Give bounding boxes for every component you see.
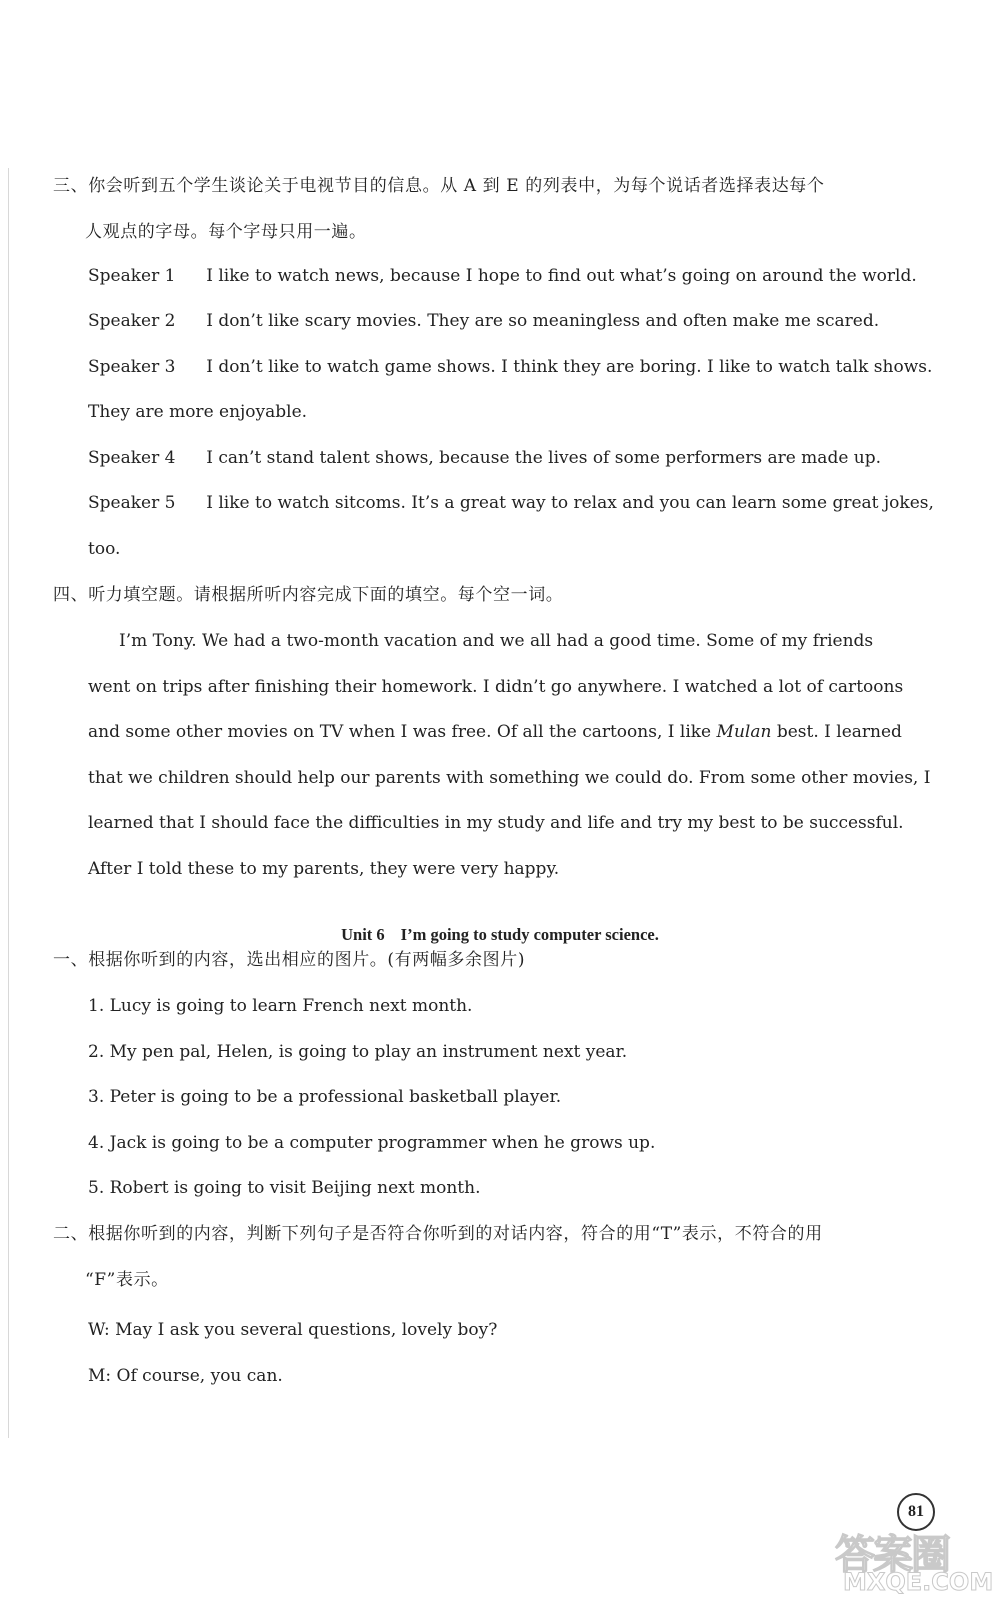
speaker-row xyxy=(88,447,881,469)
speaker-row xyxy=(88,356,932,378)
list-item: 5. Robert is going to visit Beijing next month. xyxy=(88,1178,481,1198)
passage-line: went on trips after finishing their homework. I didn’t go anywhere. I watched a lot of cartoons xyxy=(88,677,904,697)
list-item: 3. Peter is going to be a professional basketball player. xyxy=(88,1087,562,1107)
watermark-url: MXQE.COM xyxy=(843,1568,994,1596)
section3-instruction-line1: 三、你会听到五个学生谈论关于电视节目的信息。从 A 到 E 的列表中，为每个说话者选择表达每个 xyxy=(53,176,825,196)
unit-title xyxy=(0,924,1000,946)
passage-line: learned that I should face the difficulties in my study and life and try my best to be successful. xyxy=(88,813,904,833)
speaker-row xyxy=(88,492,934,514)
section3-instruction-line2: 人观点的字母。每个字母只用一遍。 xyxy=(85,222,367,242)
page-number: 81 xyxy=(897,1493,935,1531)
part2-instruction-line2: “F”表示。 xyxy=(85,1270,169,1290)
passage-line xyxy=(88,721,902,743)
speaker-text: I don’t like to watch game shows. I think they are boring. I like to watch talk shows. xyxy=(206,357,933,377)
part2-instruction-line1: 二、根据你听到的内容，判断下列句子是否符合你听到的对话内容，符合的用“T”表示，不符合的用 xyxy=(53,1224,823,1244)
speaker-label: Speaker 2 xyxy=(88,311,176,331)
passage-text: and some other movies on TV when I was free. Of all the cartoons, I like xyxy=(88,722,717,742)
passage-line: that we children should help our parents with something we could do. From some other movies, I xyxy=(88,768,931,788)
passage-line: I’m Tony. We had a two-month vacation and we all had a good time. Some of my friends xyxy=(119,631,874,651)
unit-label: Unit 6 xyxy=(341,925,385,944)
list-item: 4. Jack is going to be a computer programmer when he grows up. xyxy=(88,1133,656,1153)
dialogue-line: M: Of course, you can. xyxy=(88,1366,283,1386)
speaker-row xyxy=(88,265,917,287)
speaker-label: Speaker 5 xyxy=(88,493,176,513)
page-margin-line xyxy=(8,168,9,1438)
unit-heading: I’m going to study computer science. xyxy=(400,925,659,944)
speaker-continuation: too. xyxy=(88,539,121,559)
list-item: 1. Lucy is going to learn French next month. xyxy=(88,996,473,1016)
speaker-text: I like to watch sitcoms. It’s a great way to relax and you can learn some great jokes, xyxy=(206,493,934,513)
list-item: 2. My pen pal, Helen, is going to play an instrument next year. xyxy=(88,1042,628,1062)
watermark-logo xyxy=(835,1532,995,1596)
dialogue-line: W: May I ask you several questions, lovely boy? xyxy=(88,1320,498,1340)
passage-text: best. I learned xyxy=(771,722,902,742)
speaker-label: Speaker 4 xyxy=(88,448,176,468)
watermark-chars: 答案圈 xyxy=(835,1532,949,1578)
speaker-text: I can’t stand talent shows, because the lives of some performers are made up. xyxy=(206,448,882,468)
speaker-text: I like to watch news, because I hope to find out what’s going on around the world. xyxy=(206,266,917,286)
speaker-row xyxy=(88,310,879,332)
part1-instruction: 一、根据你听到的内容，选出相应的图片。(有两幅多余图片) xyxy=(53,950,526,970)
speaker-text: I don’t like scary movies. They are so meaningless and often make me scared. xyxy=(206,311,880,331)
speaker-continuation: They are more enjoyable. xyxy=(88,402,308,422)
passage-italic-title: Mulan xyxy=(716,722,772,742)
speaker-label: Speaker 3 xyxy=(88,357,176,377)
speaker-label: Speaker 1 xyxy=(88,266,176,286)
section4-instruction: 四、听力填空题。请根据所听内容完成下面的填空。每个空一词。 xyxy=(53,585,564,605)
passage-line: After I told these to my parents, they were very happy. xyxy=(88,859,560,879)
